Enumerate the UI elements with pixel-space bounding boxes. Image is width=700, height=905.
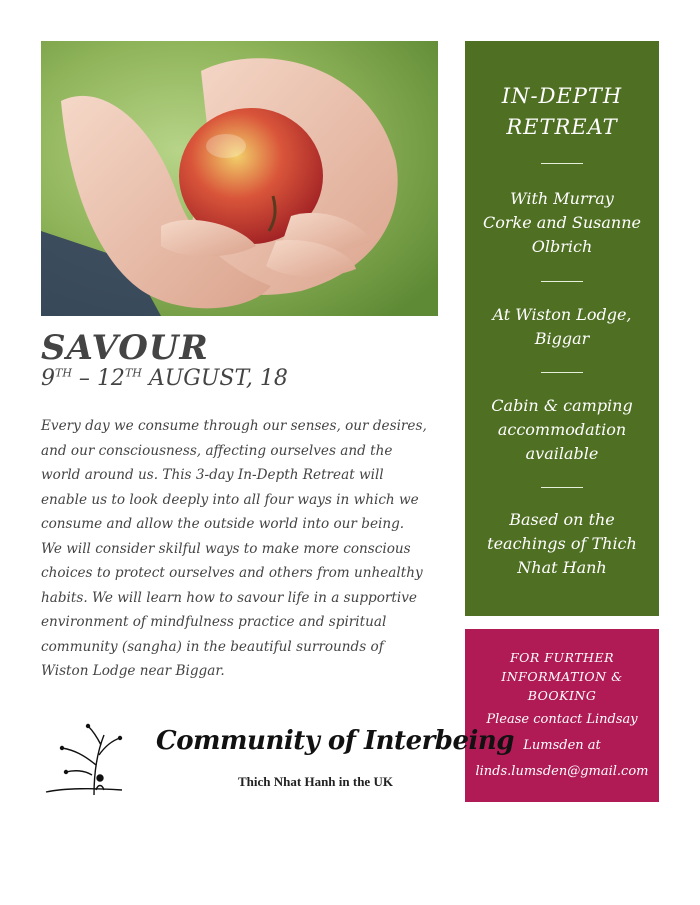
brand-name: Community of Interbeing (156, 726, 514, 756)
tree-meditator-icon (44, 720, 124, 800)
retreat-leaders: With Murray Corke and Susanne Olbrich (482, 189, 642, 256)
divider (541, 281, 583, 282)
retreat-details-panel (465, 41, 659, 616)
apple-hands-photo (41, 41, 438, 316)
contact-email[interactable]: linds.lumsden@gmail.com (475, 764, 649, 779)
contact-heading: FOR FURTHER INFORMATION & BOOKING (501, 650, 623, 703)
divider (541, 163, 583, 164)
contact-text: Please contact Lindsay Lumsden at (486, 712, 638, 753)
contact-panel (465, 629, 659, 802)
event-description: Every day we consume through our senses, our desires, and our consciousness, affecting ourselves and the world around us. This 3-day In-Depth Retreat will enable us to look deeply into all four ways in which we consume and allow the outside world into our being. We will consider skilful ways to make more conscious choices to protect ourselves and others from unhealthy habits. We will learn how to savour life in a supportive environment of mindfulness practice and spiritual community (sangha) in the beautiful surrounds of Wiston Lodge near Biggar. (41, 418, 427, 679)
divider (541, 372, 583, 373)
retreat-heading: IN-DEPTH RETREAT (501, 84, 623, 139)
event-dates: 9TH – 12TH AUGUST, 18 (41, 366, 288, 391)
retreat-accommodation: Cabin & camping accommodation available (491, 396, 633, 463)
retreat-venue: At Wiston Lodge, Biggar (492, 305, 632, 348)
brand-tagline: Thich Nhat Hanh in the UK (238, 774, 393, 789)
retreat-teachings: Based on the teachings of Thich Nhat Hanh (487, 510, 637, 577)
event-title: SAVOUR (41, 328, 209, 368)
divider (541, 487, 583, 488)
